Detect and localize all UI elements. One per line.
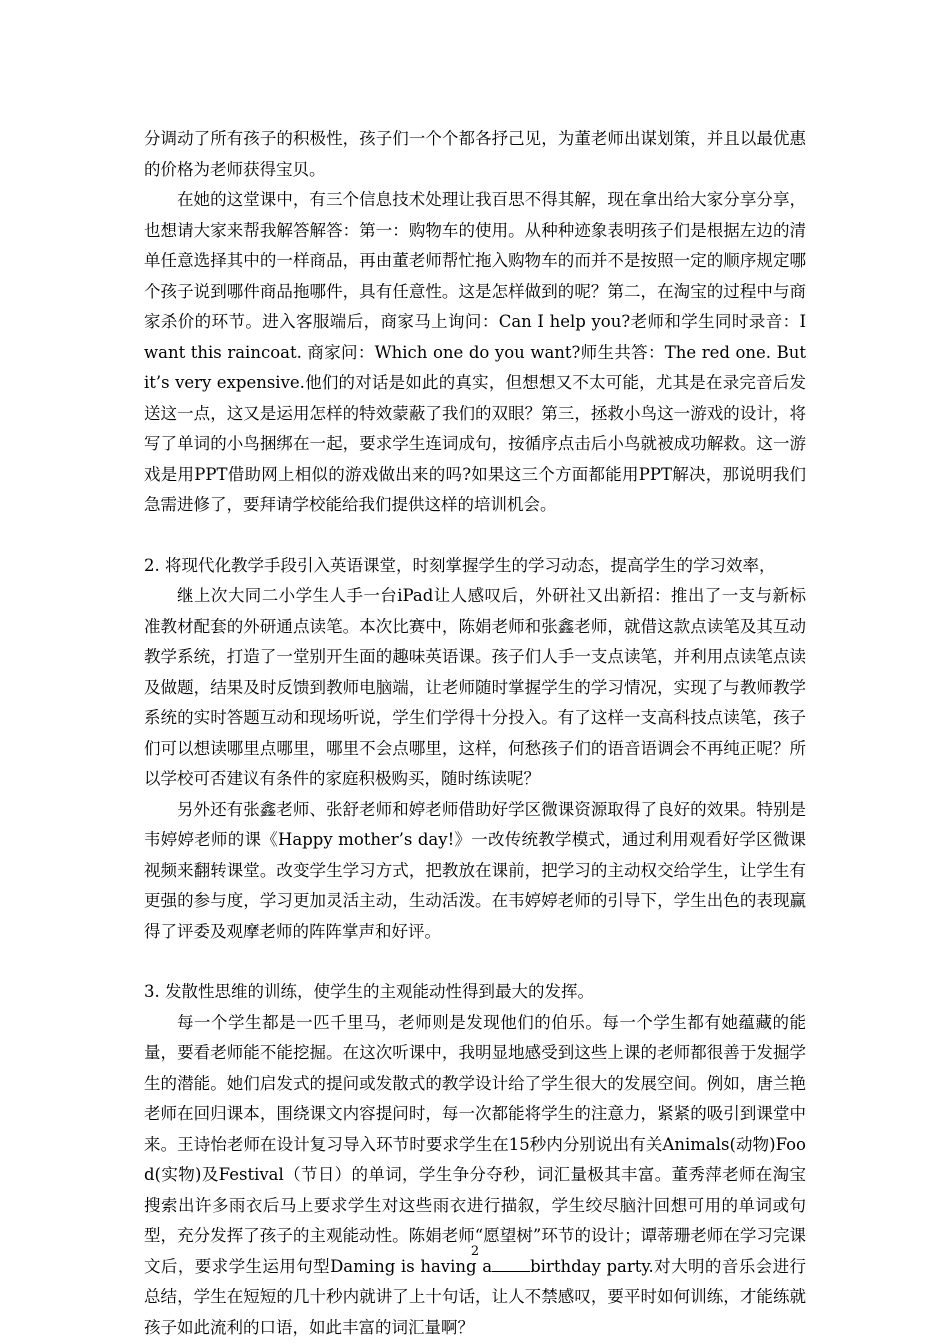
page-number: 2 (470, 1244, 480, 1259)
paragraph-continuation: 分调动了所有孩子的积极性，孩子们一个个都各抒己见，为董老师出谋划策，并且以最优惠的价格为老师获得宝贝。 (144, 129, 806, 179)
paragraph-spacer (144, 521, 806, 551)
paragraph-it-questions: 在她的这堂课中，有三个信息技术处理让我百思不得其解，现在拿出给大家分享分享，也想请大家来帮我解答解答：第一：购物车的使用。从种种迹象表明孩子们是根据左边的清单任意选择其中的一样商品，再由董老师帮忙拖入购物车的而并不是按照一定的顺序规定哪个孩子说到哪件商品拖哪件，具有任意性。这是怎样做到的呢？第二，在淘宝的过程中与商家杀价的环节。进入客服端后，商家马上询问：Can I help you?老师和学生同时录音：I want this raincoat. 商家问：Which one do you want?师生共答：The red one. But it’s very expensive.他们的对话是如此的真实，但想想又不太可能，尤其是在录完音后发送这一点，这又是运用怎样的特效蒙蔽了我们的双眼？第三，拯救小鸟这一游戏的设计，将写了单词的小鸟捆绑在一起，要求学生连词成句，按循序点击后小鸟就被成功解救。这一游戏是用PPT借助网上相似的游戏做出来的吗?如果这三个方面都能用PPT解决，那说明我们急需进修了，要拜请学校能给我们提供这样的培训机会。 (144, 190, 806, 514)
section-heading-2: 2. 将现代化教学手段引入英语课堂，时刻掌握学生的学习动态，提高学生的学习效率， (144, 555, 776, 575)
paragraph-micro-lessons: 另外还有张鑫老师、张舒老师和婷老师借助好学区微课资源取得了良好的效果。特别是韦婷婷老师的课《Happy mother’s day!》一改传统教学模式，通过利用观看好学区微课视频来翻转课堂。改变学生学习方式，把教放在课前，把学习的主动权交给学生，让学生有更强的参与度，学习更加灵活主动，生动活泼。在韦婷婷老师的引导下，学生出色的表现赢得了评委及观摩老师的阵阵掌声和好评。 (144, 799, 806, 941)
paragraph-reading-pen: 继上次大同二小学生人手一台iPad让人感叹后，外研社又出新招：推出了一支与新标准教材配套的外研通点读笔。本次比赛中，陈娟老师和张鑫老师，就借这款点读笔及其互动教学系统，打造了一堂别开生面的趣味英语课。孩子们人手一支点读笔，并利用点读笔点读及做题，结果及时反馈到教师电脑端，让老师随时掌握学生的学习情况，实现了与教师教学系统的实时答题互动和现场听说，学生们学得十分投入。有了这样一支高科技点读笔，孩子们可以想读哪里点哪里，哪里不会点哪里，这样，何愁孩子们的语音语调会不再纯正呢？所以学校可否建议有条件的家庭积极购买，随时练读呢？ (144, 586, 806, 788)
paragraph-divergent-thinking (144, 1008, 806, 1344)
section-heading-3: 3. 发散性思维的训练，使学生的主观能动性得到最大的发挥。 (144, 982, 594, 1001)
paragraph-text-after-blank: birthday party.对大明的音乐会进行总结，学生在短短的几十秒内就讲了上十句话，让人不禁感叹，要平时如何训练，才能练就孩子如此流利的口语，如此丰富的词汇量啊？ (144, 1256, 807, 1337)
paragraph-spacer (144, 947, 806, 977)
document-body (144, 124, 806, 1343)
paragraph-text-before-blank: 每一个学生都是一匹千里马，老师则是发现他们的伯乐。每一个学生都有她蕴藏的能量，要看老师能不能挖掘。在这次听课中，我明显地感受到这些上课的老师都很善于发掘学生的潜能。她们启发式的提问或发散式的教学设计给了学生很大的发展空间。例如，唐兰艳老师在回归课本，围绕课文内容提问时，每一次都能将学生的注意力，紧紧的吸引到课堂中来。王诗怡老师在设计复习导入环节时要求学生在15秒内分别说出有关Animals(动物)Food(实物)及Festival（节日）的单词，学生争分夺秒，词汇量极其丰富。董秀萍老师在淘宝搜索出许多雨衣后马上要求学生对这些雨衣进行描叙，学生绞尽脑汁回想可用的单词或句型，充分发挥了孩子的主观能动性。陈娟老师“愿望树”环节的设计；谭蒂珊老师在学习完课文后，要求学生运用句型Daming is having a (144, 1012, 806, 1276)
